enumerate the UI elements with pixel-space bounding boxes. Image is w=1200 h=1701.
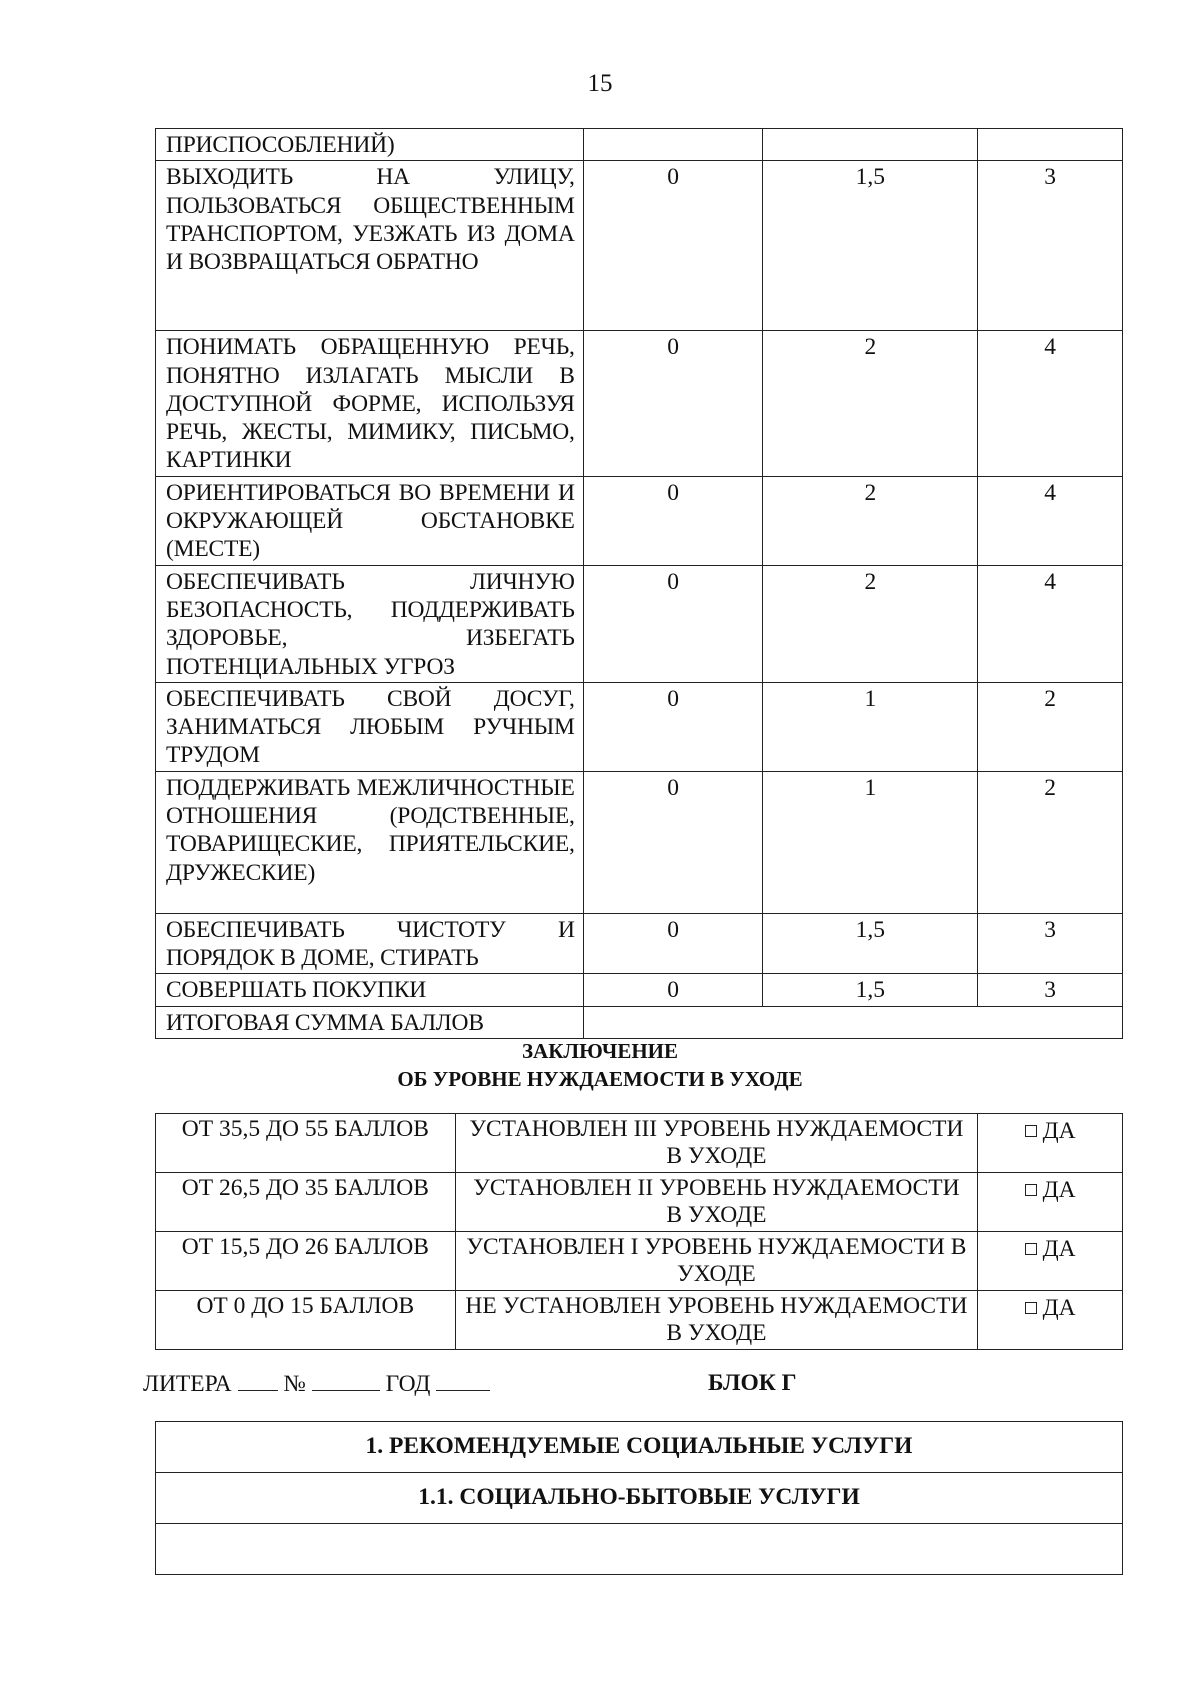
- score-cell: 0: [583, 476, 763, 565]
- services-table: [155, 1421, 1123, 1575]
- score-cell: 3: [978, 913, 1123, 974]
- score-cell: 2: [978, 771, 1123, 913]
- care-level-text: НЕ УСТАНОВЛЕН УРОВЕНЬ НУЖДАЕМОСТИ В УХОДЕ: [455, 1291, 977, 1350]
- score-cell: 0: [583, 331, 763, 476]
- score-cell: [583, 129, 763, 161]
- yes-label: ДА: [1042, 1236, 1076, 1262]
- score-cell: 1,5: [763, 161, 978, 331]
- score-cell: 4: [978, 476, 1123, 565]
- services-content-field[interactable]: [156, 1524, 1123, 1575]
- litera-field[interactable]: [238, 1370, 278, 1391]
- score-cell: 0: [583, 913, 763, 974]
- year-field[interactable]: [436, 1370, 490, 1391]
- table-row: [156, 1524, 1123, 1575]
- table-row: [156, 1473, 1123, 1524]
- score-range: ОТ 15,5 ДО 26 БАЛЛОВ: [156, 1232, 456, 1291]
- score-cell: 0: [583, 682, 763, 771]
- table-row: [156, 331, 1123, 476]
- score-cell: 2: [763, 565, 978, 682]
- score-cell: [763, 129, 978, 161]
- checkbox-icon[interactable]: [1025, 1302, 1037, 1314]
- activity-label: ОБЕСПЕЧИВАТЬ ЧИСТОТУ И ПОРЯДОК В ДОМЕ, СТИРАТЬ: [156, 913, 584, 974]
- yes-checkbox-option[interactable]: [978, 1291, 1123, 1350]
- activity-label: ПОНИМАТЬ ОБРАЩЕННУЮ РЕЧЬ, ПОНЯТНО ИЗЛАГАТЬ МЫСЛИ В ДОСТУПНОЙ ФОРМЕ, ИСПОЛЬЗУЯ РЕЧЬ, ЖЕСТЫ, МИМИКУ, ПИСЬМО, КАРТИНКИ: [156, 331, 584, 476]
- care-level-text: УСТАНОВЛЕН I УРОВЕНЬ НУЖДАЕМОСТИ В УХОДЕ: [455, 1232, 977, 1291]
- checkbox-icon[interactable]: [1025, 1184, 1037, 1196]
- yes-checkbox-option[interactable]: [978, 1173, 1123, 1232]
- care-level-text: УСТАНОВЛЕН III УРОВЕНЬ НУЖДАЕМОСТИ В УХОДЕ: [455, 1114, 977, 1173]
- yes-label: ДА: [1042, 1295, 1076, 1321]
- score-cell: 4: [978, 565, 1123, 682]
- score-cell: 2: [978, 682, 1123, 771]
- score-cell: 3: [978, 974, 1123, 1006]
- table-row: [156, 1232, 1123, 1291]
- table-row: [156, 771, 1123, 913]
- score-range: ОТ 26,5 ДО 35 БАЛЛОВ: [156, 1173, 456, 1232]
- score-cell: 1,5: [763, 913, 978, 974]
- activity-label: СОВЕРШАТЬ ПОКУПКИ: [156, 974, 584, 1006]
- conclusion-title-line2: ОБ УРОВНЕ НУЖДАЕМОСТИ В УХОДЕ: [397, 1067, 803, 1091]
- score-cell: 1,5: [763, 974, 978, 1006]
- activity-label: ОБЕСПЕЧИВАТЬ ЛИЧНУЮ БЕЗОПАСНОСТЬ, ПОДДЕРЖИВАТЬ ЗДОРОВЬЕ, ИЗБЕГАТЬ ПОТЕНЦИАЛЬНЫХ УГРОЗ: [156, 565, 584, 682]
- score-cell: 0: [583, 565, 763, 682]
- table-row: [156, 1291, 1123, 1350]
- score-cell: 2: [763, 331, 978, 476]
- care-level-table: [155, 1113, 1123, 1350]
- litera-line: [143, 1370, 490, 1398]
- table-row: [156, 161, 1123, 331]
- services-subheading: 1.1. СОЦИАЛЬНО-БЫТОВЫЕ УСЛУГИ: [156, 1473, 1123, 1524]
- number-field[interactable]: [312, 1370, 380, 1391]
- score-range: ОТ 0 ДО 15 БАЛЛОВ: [156, 1291, 456, 1350]
- score-cell: [978, 129, 1123, 161]
- conclusion-title: [0, 1037, 1200, 1093]
- activity-label: ОБЕСПЕЧИВАТЬ СВОЙ ДОСУГ, ЗАНИМАТЬСЯ ЛЮБЫМ РУЧНЫМ ТРУДОМ: [156, 682, 584, 771]
- score-cell: 4: [978, 331, 1123, 476]
- score-range: ОТ 35,5 ДО 55 БАЛЛОВ: [156, 1114, 456, 1173]
- table-row: [156, 682, 1123, 771]
- care-level-text: УСТАНОВЛЕН II УРОВЕНЬ НУЖДАЕМОСТИ В УХОДЕ: [455, 1173, 977, 1232]
- activity-label: ВЫХОДИТЬ НА УЛИЦУ, ПОЛЬЗОВАТЬСЯ ОБЩЕСТВЕННЫМ ТРАНСПОРТОМ, УЕЗЖАТЬ ИЗ ДОМА И ВОЗВРАЩАТЬСЯ ОБРАТНО: [156, 161, 584, 331]
- table-row: [156, 565, 1123, 682]
- number-label: №: [283, 1371, 306, 1397]
- page-number: 15: [587, 70, 613, 97]
- table-row: [156, 1422, 1123, 1473]
- yes-checkbox-option[interactable]: [978, 1232, 1123, 1291]
- table-row: [156, 129, 1123, 161]
- score-cell: 3: [978, 161, 1123, 331]
- yes-checkbox-option[interactable]: [978, 1114, 1123, 1173]
- score-cell: 0: [583, 771, 763, 913]
- score-cell: 2: [763, 476, 978, 565]
- checkbox-icon[interactable]: [1025, 1125, 1037, 1137]
- activity-label: ПОДДЕРЖИВАТЬ МЕЖЛИЧНОСТНЫЕ ОТНОШЕНИЯ (РОДСТВЕННЫЕ, ТОВАРИЩЕСКИЕ, ПРИЯТЕЛЬСКИЕ, ДРУЖЕСКИЕ): [156, 771, 584, 913]
- litera-label: ЛИТЕРА: [143, 1371, 232, 1397]
- conclusion-title-line1: ЗАКЛЮЧЕНИЕ: [521, 1039, 679, 1063]
- score-table: [155, 128, 1123, 1039]
- score-cell: 1: [763, 682, 978, 771]
- total-value-field[interactable]: [583, 1006, 1122, 1038]
- block-label: БЛОК Г: [708, 1370, 797, 1396]
- checkbox-icon[interactable]: [1025, 1243, 1037, 1255]
- yes-label: ДА: [1042, 1118, 1076, 1144]
- activity-label: ПРИСПОСОБЛЕНИЙ): [156, 129, 584, 161]
- services-heading: 1. РЕКОМЕНДУЕМЫЕ СОЦИАЛЬНЫЕ УСЛУГИ: [156, 1422, 1123, 1473]
- total-row: [156, 1006, 1123, 1038]
- table-row: [156, 1114, 1123, 1173]
- score-cell: 1: [763, 771, 978, 913]
- activity-label: ОРИЕНТИРОВАТЬСЯ ВО ВРЕМЕНИ И ОКРУЖАЮЩЕЙ ОБСТАНОВКЕ (МЕСТЕ): [156, 476, 584, 565]
- table-row: [156, 476, 1123, 565]
- score-cell: 0: [583, 974, 763, 1006]
- table-row: [156, 1173, 1123, 1232]
- year-label: ГОД: [385, 1371, 431, 1397]
- score-cell: 0: [583, 161, 763, 331]
- table-row: [156, 974, 1123, 1006]
- table-row: [156, 913, 1123, 974]
- total-label: ИТОГОВАЯ СУММА БАЛЛОВ: [156, 1006, 584, 1038]
- yes-label: ДА: [1042, 1177, 1076, 1203]
